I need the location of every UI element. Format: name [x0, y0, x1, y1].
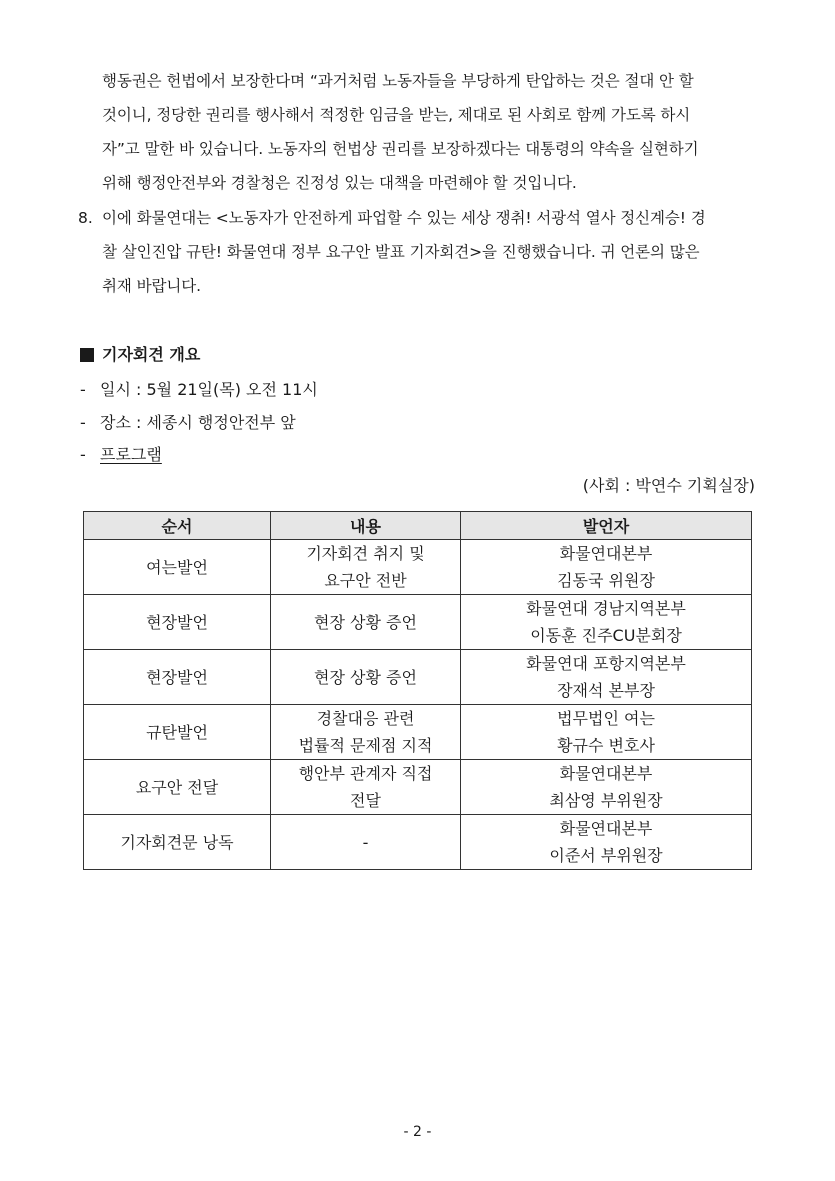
cell-speaker	[461, 540, 752, 595]
cell-content	[271, 595, 461, 650]
header-speaker: 발언자	[461, 512, 752, 540]
cell-line: 이준서 부위원장	[549, 846, 663, 865]
item-line: 취재 바랍니다.	[102, 277, 201, 295]
cell-order: 현장발언	[84, 650, 271, 705]
cell-line: 법률적 문제점 지적	[298, 736, 433, 755]
item-body	[102, 201, 756, 303]
black-square-icon	[80, 348, 94, 362]
paragraph-line: 자”고 말한 바 있습니다. 노동자의 헌법상 권리를 보장하겠다는 대통령의 약속을 실현하기	[102, 140, 699, 158]
info-place	[80, 410, 296, 436]
cell-order: 여는발언	[84, 540, 271, 595]
cell-content	[271, 760, 461, 815]
paragraph-line: 위해 행정안전부와 경찰청은 진정성 있는 대책을 마련해야 할 것입니다.	[102, 174, 577, 192]
bullet-dash: -	[80, 380, 86, 399]
page-number: - 2 -	[403, 1124, 432, 1140]
cell-line: 화물연대본부	[559, 544, 653, 563]
cell-line: 김동국 위원장	[557, 571, 655, 590]
table-row	[84, 595, 752, 650]
section-heading	[80, 342, 200, 368]
item-line: 이에 화물연대는 <노동자가 안전하게 파업할 수 있는 세상 쟁취! 서광석 열사 정신계승! 경	[102, 209, 706, 227]
cell-content	[271, 540, 461, 595]
cell-speaker	[461, 650, 752, 705]
cell-order: 기자회견문 낭독	[84, 815, 271, 870]
bullet-dash: -	[80, 445, 86, 464]
table-row	[84, 705, 752, 760]
cell-order: 요구안 전달	[84, 760, 271, 815]
table-row	[84, 650, 752, 705]
cell-line: 최삼영 부위원장	[549, 791, 663, 810]
cell-line: 화물연대 경남지역본부	[526, 599, 686, 618]
paragraph-line: 것이니, 정당한 권리를 행사해서 적정한 임금을 받는, 제대로 된 사회로 함께 가도록 하시	[102, 106, 691, 124]
cell-content	[271, 650, 461, 705]
place-text: 장소 : 세종시 행정안전부 앞	[100, 413, 296, 432]
cell-line: 전달	[350, 791, 381, 810]
cell-order: 규탄발언	[84, 705, 271, 760]
cell-content	[271, 705, 461, 760]
cell-speaker	[461, 705, 752, 760]
cell-line: 현장 상황 증언	[314, 667, 417, 687]
item-line: 찰 살인진압 규탄! 화물연대 정부 요구안 발표 기자회견>을 진행했습니다. 귀 언론의 많은	[102, 243, 700, 261]
program-text: 프로그램	[100, 445, 162, 464]
cell-line: 법무법인 여는	[557, 709, 655, 728]
host-note: (사회 : 박연수 기획실장)	[582, 476, 755, 495]
cell-line: 경찰대응 관련	[316, 709, 415, 728]
cell-line: 행안부 관계자 직접	[298, 764, 433, 783]
cell-line: 장재석 본부장	[557, 681, 655, 700]
program-table	[83, 511, 752, 870]
cell-line: 이동훈 진주CU분회장	[530, 626, 682, 645]
table-row	[84, 815, 752, 870]
header-order: 순서	[84, 512, 271, 540]
date-text: 일시 : 5월 21일(목) 오전 11시	[100, 380, 318, 399]
paragraph-7	[102, 64, 754, 200]
info-date	[80, 377, 318, 403]
cell-line: 현장 상황 증언	[314, 612, 417, 632]
paragraph-line: 행동권은 헌법에서 보장한다며 “과거처럼 노동자들을 부당하게 탄압하는 것은 절대 안 할	[102, 72, 694, 90]
cell-line: 화물연대본부	[559, 764, 653, 783]
table-row	[84, 760, 752, 815]
cell-speaker	[461, 760, 752, 815]
table-header-row	[84, 512, 752, 540]
cell-speaker	[461, 815, 752, 870]
info-program	[80, 442, 162, 468]
cell-content	[271, 815, 461, 870]
header-content: 내용	[271, 512, 461, 540]
cell-line: 황규수 변호사	[557, 736, 655, 755]
item-number: 8.	[78, 209, 93, 227]
cell-speaker	[461, 595, 752, 650]
table-row	[84, 540, 752, 595]
cell-line: 기자회견 취지 및	[306, 544, 425, 563]
cell-line: 화물연대본부	[559, 819, 653, 838]
cell-order: 현장발언	[84, 595, 271, 650]
cell-line: -	[362, 832, 369, 852]
bullet-dash: -	[80, 413, 86, 432]
cell-line: 요구안 전반	[324, 571, 407, 590]
cell-line: 화물연대 포항지역본부	[526, 654, 686, 673]
section-title: 기자회견 개요	[102, 345, 201, 364]
